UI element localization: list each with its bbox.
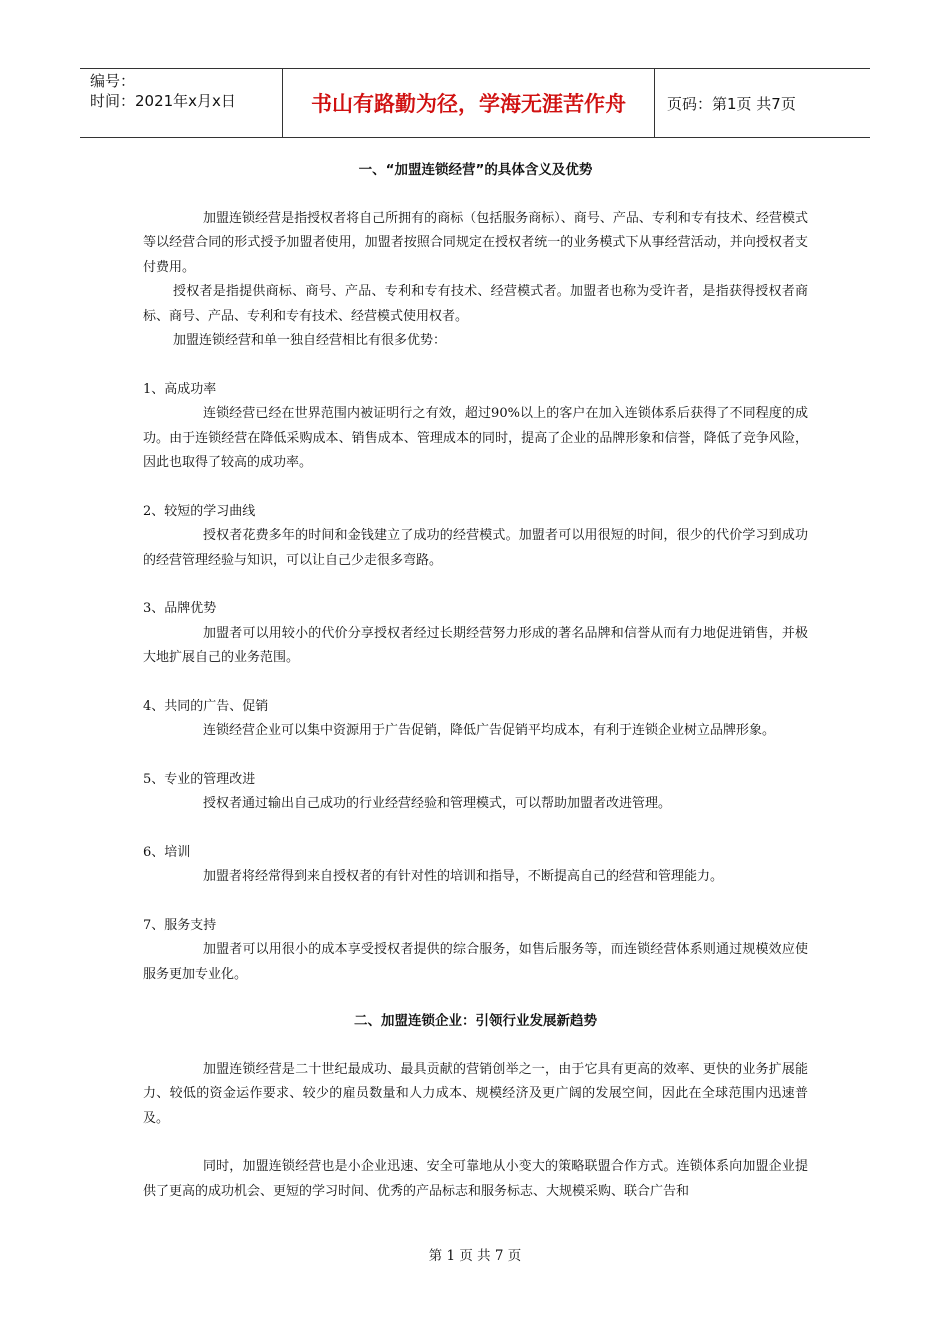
section-1-title: 一、“加盟连锁经营”的具体含义及优势 bbox=[358, 162, 593, 178]
advantage-7-body: 加盟者可以用很小的成本享受授权者提供的综合服务，如售后服务等，而连锁经营体系则通过规模效应使服务更加专业化。 bbox=[143, 942, 808, 982]
advantage-6-title: 6、培训 bbox=[143, 844, 191, 860]
section-1-paragraph-1: 加盟连锁经营是指授权者将自己所拥有的商标（包括服务商标）、商号、产品、专利和专有技术、经营模式等以经营合同的形式授予加盟者使用，加盟者按照合同规定在授权者统一的业务模式下从事经营活动，并向授权者支付费用。 bbox=[143, 210, 808, 275]
advantage-5-title: 5、专业的管理改进 bbox=[143, 771, 256, 787]
header-motto: 书山有路勤为径，学海无涯苦作舟 bbox=[283, 69, 655, 137]
section-2-title: 二、加盟连锁企业：引领行业发展新趋势 bbox=[354, 1013, 597, 1029]
advantage-4-title: 4、共同的广告、促销 bbox=[143, 698, 269, 714]
page-footer: 第 1 页 共 7 页 bbox=[428, 1248, 522, 1264]
advantage-4-body: 连锁经营企业可以集中资源用于广告促销，降低广告促销平均成本，有利于连锁企业树立品牌形象。 bbox=[203, 723, 776, 738]
advantage-7-title: 7、服务支持 bbox=[143, 917, 217, 933]
header-page-number: 页码：第1页 共7页 bbox=[667, 94, 796, 113]
advantage-2-body: 授权者花费多年的时间和金钱建立了成功的经营模式。加盟者可以用很短的时间，很少的代价学习到成功的经营管理经验与知识，可以让自己少走很多弯路。 bbox=[143, 528, 808, 568]
document-time-label: 时间：2021年x月x日 bbox=[90, 92, 236, 110]
advantage-1-body: 连锁经营已经在世界范围内被证明行之有效，超过90%以上的客户在加入连锁体系后获得了不同程度的成功。由于连锁经营在降低采购成本、销售成本、管理成本的同时，提高了企业的品牌形象和信誉，降低了竞争风险，因此也取得了较高的成功率。 bbox=[143, 406, 808, 470]
advantage-6-body: 加盟者将经常得到来自授权者的有针对性的培训和指导，不断提高自己的经营和管理能力。 bbox=[203, 869, 724, 884]
document-body bbox=[143, 158, 808, 1204]
advantage-2-title: 2、较短的学习曲线 bbox=[143, 503, 256, 519]
advantage-3-title: 3、品牌优势 bbox=[143, 601, 217, 616]
advantage-5-body: 授权者通过输出自己成功的行业经营经验和管理模式，可以帮助加盟者改进管理。 bbox=[203, 796, 672, 811]
advantage-1-title: 1、高成功率 bbox=[143, 381, 217, 397]
advantage-3-body: 加盟者可以用较小的代价分享授权者经过长期经营努力形成的著名品牌和信誉从而有力地促进销售，并极大地扩展自己的业务范围。 bbox=[143, 625, 808, 665]
header-meta bbox=[80, 69, 283, 137]
section-1-paragraph-2: 授权者是指提供商标、商号、产品、专利和专有技术、经营模式者。加盟者也称为受许者，是指获得授权者商标、商号、产品、专利和专有技术、经营模式使用权者。 bbox=[143, 284, 808, 324]
document-number-label: 编号： bbox=[90, 72, 136, 90]
section-1-paragraph-3: 加盟连锁经营和单一独自经营相比有很多优势： bbox=[173, 333, 447, 348]
section-2-paragraph-1: 加盟连锁经营是二十世纪最成功、最具贡献的营销创举之一，由于它具有更高的效率、更快的业务扩展能力、较低的资金运作要求、较少的雇员数量和人力成本、规模经济及更广阔的发展空间，因此在全球范围内迅速普及。 bbox=[143, 1061, 808, 1126]
page-header bbox=[80, 68, 870, 138]
section-2-paragraph-2: 同时，加盟连锁经营也是小企业迅速、安全可靠地从小变大的策略联盟合作方式。连锁体系向加盟企业提供了更高的成功机会、更短的学习时间、优秀的产品标志和服务标志、大规模采购、联合广告和 bbox=[143, 1159, 808, 1199]
